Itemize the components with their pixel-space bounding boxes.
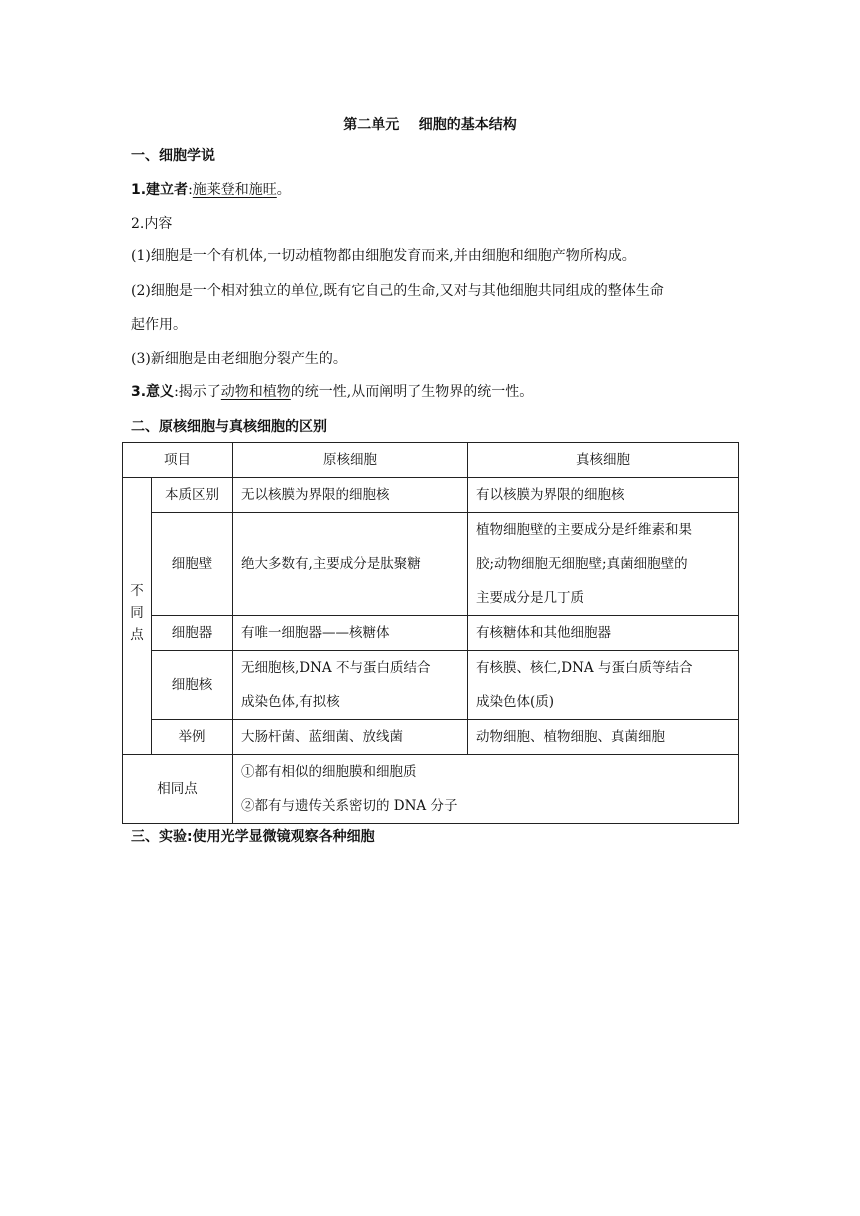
row-eukaryote: 动物细胞、植物细胞、真菌细胞 bbox=[468, 720, 739, 755]
row-eukaryote bbox=[468, 651, 739, 720]
diff-label bbox=[123, 478, 152, 755]
cell-line: 胶;动物细胞无细胞壁;真菌细胞壁的 bbox=[476, 556, 688, 572]
content-item-3: (3)新细胞是由老细胞分裂产生的。 bbox=[131, 351, 347, 367]
cell-line: 有核膜、核仁,DNA 与蛋白质等结合 bbox=[476, 660, 693, 676]
content-label: 2.内容 bbox=[131, 216, 173, 232]
content-item-2b: 起作用。 bbox=[131, 317, 187, 333]
meaning-label: 3.意义 bbox=[131, 384, 175, 400]
diff-char: 点 bbox=[130, 627, 144, 643]
table-row bbox=[123, 720, 739, 755]
cell-line: 植物细胞壁的主要成分是纤维素和果 bbox=[476, 522, 692, 538]
same-content bbox=[233, 755, 739, 824]
founders-end: 。 bbox=[276, 182, 291, 198]
row-prokaryote bbox=[233, 651, 468, 720]
row-eukaryote: 有核糖体和其他细胞器 bbox=[468, 616, 739, 651]
row-prokaryote: 大肠杆菌、蓝细菌、放线菌 bbox=[233, 720, 468, 755]
founders-line bbox=[131, 180, 741, 200]
section2-heading: 二、原核细胞与真核细胞的区别 bbox=[131, 419, 327, 435]
cell-line: 成染色体(质) bbox=[476, 694, 555, 710]
cell-line: 无细胞核,DNA 不与蛋白质结合 bbox=[241, 660, 431, 676]
row-prokaryote: 有唯一细胞器——核糖体 bbox=[233, 616, 468, 651]
cell-line: 主要成分是几丁质 bbox=[476, 590, 584, 606]
row-item: 细胞核 bbox=[152, 651, 233, 720]
row-eukaryote: 有以核膜为界限的细胞核 bbox=[468, 478, 739, 513]
meaning-value: 动物和植物 bbox=[220, 384, 291, 400]
row-prokaryote: 绝大多数有,主要成分是肽聚糖 bbox=[233, 513, 468, 616]
row-item: 细胞壁 bbox=[152, 513, 233, 616]
row-item: 本质区别 bbox=[152, 478, 233, 513]
table-row bbox=[123, 478, 739, 513]
meaning-post: 的统一性,从而阐明了生物界的统一性。 bbox=[290, 384, 534, 400]
section3-heading: 三、实验:使用光学显微镜观察各种细胞 bbox=[131, 829, 375, 845]
row-prokaryote: 无以核膜为界限的细胞核 bbox=[233, 478, 468, 513]
table-header-row bbox=[123, 443, 739, 478]
meaning-pre: :揭示了 bbox=[174, 384, 221, 400]
comparison-table bbox=[122, 442, 739, 824]
content-item-2a: (2)细胞是一个相对独立的单位,既有它自己的生命,又对与其他细胞共同组成的整体生命 bbox=[131, 283, 664, 299]
header-prokaryote: 原核细胞 bbox=[233, 443, 468, 478]
same-label: 相同点 bbox=[123, 755, 233, 824]
meaning-line bbox=[131, 382, 741, 402]
content-item-1: (1)细胞是一个有机体,一切动植物都由细胞发育而来,并由细胞和细胞产物所构成。 bbox=[131, 248, 636, 264]
founders-sep: : bbox=[188, 182, 193, 198]
section1-heading: 一、细胞学说 bbox=[131, 148, 215, 164]
diff-char: 不 bbox=[130, 583, 144, 599]
table-row-same bbox=[123, 755, 739, 824]
founders-value: 施莱登和施旺 bbox=[192, 182, 277, 198]
table-row bbox=[123, 616, 739, 651]
table-row bbox=[123, 651, 739, 720]
cell-line: 成染色体,有拟核 bbox=[241, 694, 340, 710]
page-title: 第二单元 细胞的基本结构 bbox=[343, 117, 517, 133]
row-item: 细胞器 bbox=[152, 616, 233, 651]
header-item: 项目 bbox=[123, 443, 233, 478]
row-item: 举例 bbox=[152, 720, 233, 755]
header-eukaryote: 真核细胞 bbox=[468, 443, 739, 478]
same-line: ①都有相似的细胞膜和细胞质 bbox=[241, 764, 417, 780]
diff-char: 同 bbox=[130, 605, 144, 621]
founders-label: 1.建立者 bbox=[131, 182, 189, 198]
same-line: ②都有与遗传关系密切的 DNA 分子 bbox=[241, 798, 458, 814]
table-row bbox=[123, 513, 739, 616]
row-eukaryote bbox=[468, 513, 739, 616]
